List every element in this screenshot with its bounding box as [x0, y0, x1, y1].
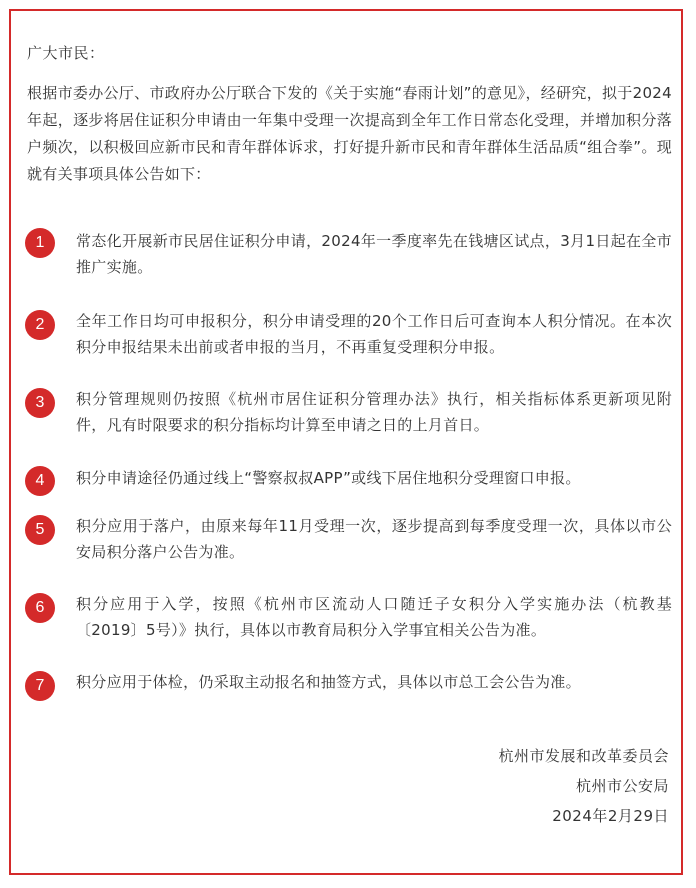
signatory-ndrc: 杭州市发展和改革委员会 [498, 747, 669, 765]
item-text: 积分应用于落户，由原来每年11月受理一次，逐步提高到每季度受理一次，具体以市公安局积分落户公告为准。 [76, 517, 672, 561]
number-badge: 2 [25, 310, 55, 340]
item-text: 积分管理规则仍按照《杭州市居住证积分管理办法》执行，相关指标体系更新项见附件，凡有时限要求的积分指标均计算至申请之日的上月首日。 [76, 390, 672, 434]
number-badge: 5 [25, 515, 55, 545]
item-text: 全年工作日均可申报积分，积分申请受理的20个工作日后可查询本人积分情况。在本次积分申报结果未出前或者申报的当月，不再重复受理积分申报。 [76, 312, 672, 356]
signatory-public-security: 杭州市公安局 [575, 777, 669, 795]
item-text: 积分申请途径仍通过线上“警察叔叔APP”或线下居住地积分受理窗口申报。 [76, 469, 581, 487]
item-text: 积分应用于体检，仍采取主动报名和抽签方式，具体以市总工会公告为准。 [76, 673, 581, 691]
number-badge: 1 [25, 228, 55, 258]
salutation: 广大市民： [27, 44, 105, 62]
item-text: 积分应用于入学，按照《杭州市区流动人口随迁子女积分入学实施办法（杭教基〔2019〕5号）》执行，具体以市教育局积分入学事宜相关公告为准。 [76, 595, 672, 639]
number-badge: 6 [25, 593, 55, 623]
number-badge: 7 [25, 671, 55, 701]
intro-paragraph: 根据市委办公厅、市政府办公厅联合下发的《关于实施“春雨计划”的意见》，经研究，拟于2024年起，逐步将居住证积分申请由一年集中受理一次提高到全年工作日常态化受理，并增加积分落户频次，以积极回应新市民和青年群体诉求，打好提升新市民和青年群体生活品质“组合拳”。现就有关事项具体公告如下： [27, 84, 672, 183]
number-badge: 3 [25, 388, 55, 418]
item-text: 常态化开展新市民居住证积分申请，2024年一季度率先在钱塘区试点，3月1日起在全市推广实施。 [76, 232, 672, 276]
notice-date: 2024年2月29日 [552, 807, 669, 825]
number-badge: 4 [25, 466, 55, 496]
